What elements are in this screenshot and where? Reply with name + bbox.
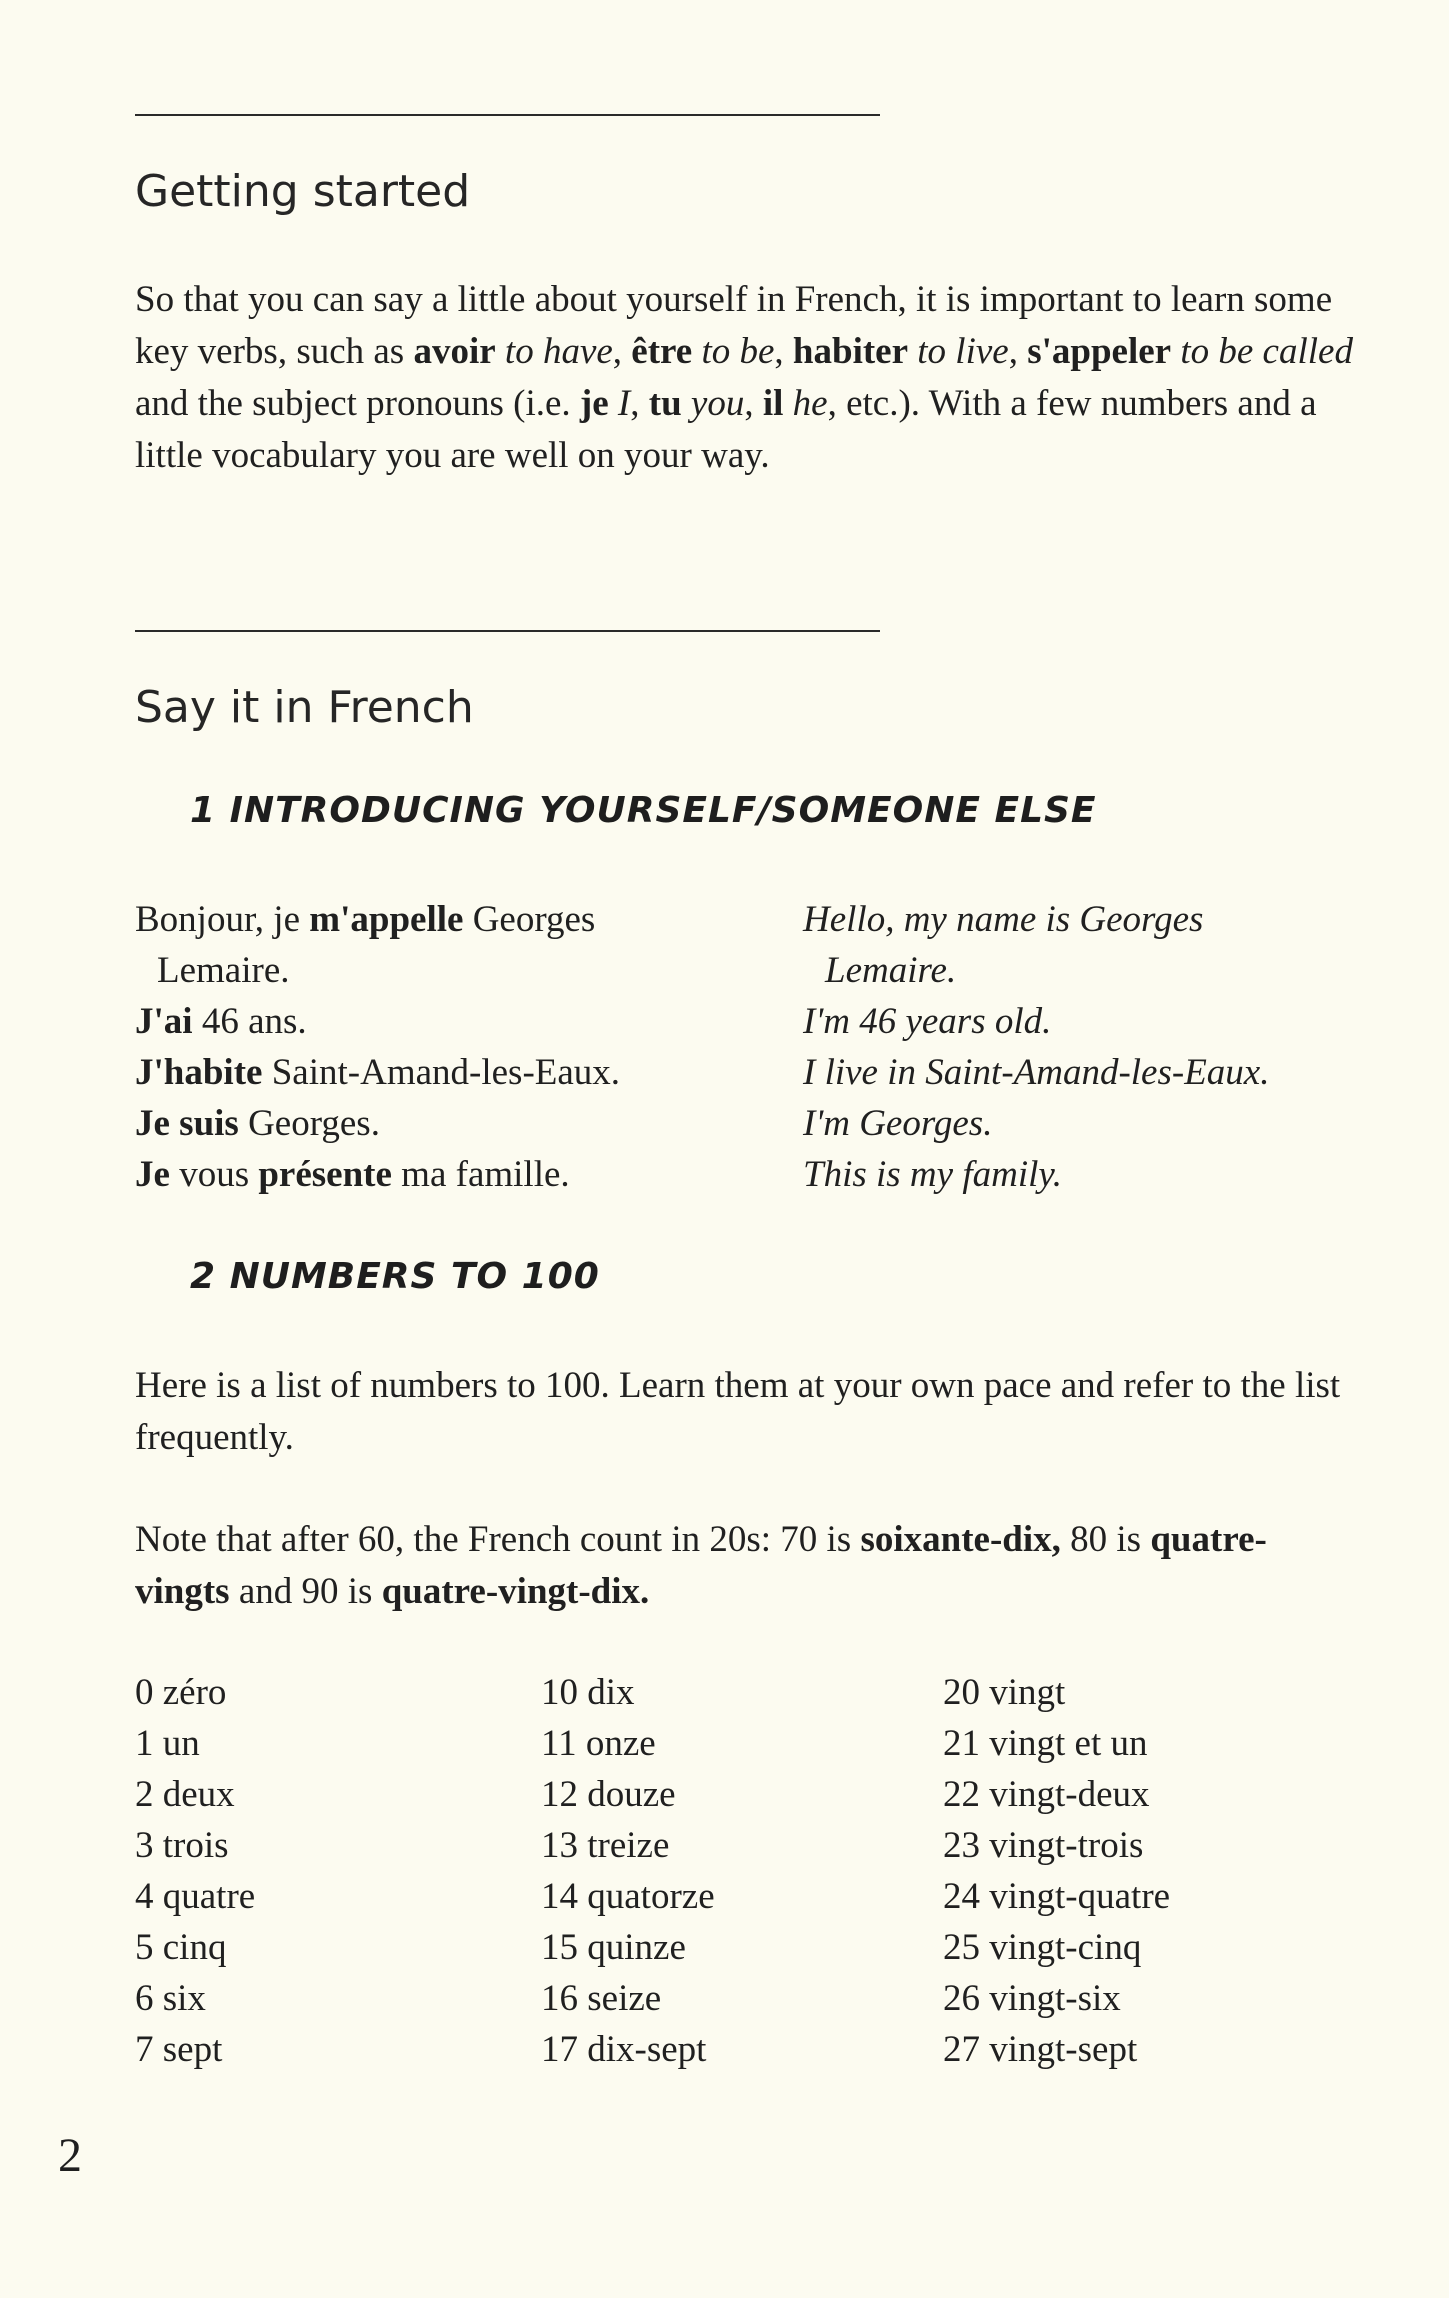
number-item: 24 vingt-quatre	[943, 1876, 1171, 1917]
text-run: il	[762, 383, 784, 424]
text-run: habiter	[792, 331, 909, 372]
number-item: 3 trois	[135, 1825, 229, 1866]
french-phrase	[135, 1149, 620, 1200]
text-run: to have	[504, 331, 613, 372]
number-item: 14 quatorze	[541, 1876, 715, 1917]
text-run: Saint-Amand-les-Eaux.	[262, 1052, 621, 1093]
text-run: Georges.	[238, 1103, 380, 1144]
english-translation: Lemaire.	[825, 950, 957, 991]
number-item: 5 cinq	[135, 1927, 227, 1968]
numbers-column-3	[943, 1667, 1170, 2075]
text-run: Bonjour, je	[135, 899, 310, 940]
middle-rule	[135, 630, 880, 632]
number-item: 12 douze	[541, 1774, 676, 1815]
text-run: to live	[917, 331, 1009, 372]
number-item: 6 six	[135, 1978, 206, 2019]
french-phrase	[135, 996, 620, 1047]
number-item: 13 treize	[541, 1825, 670, 1866]
text-run: Note that after 60, the French count in 20s: 70 is	[135, 1519, 861, 1560]
text-run	[682, 383, 691, 424]
text-run: Georges	[463, 899, 596, 940]
text-run: 80 is	[1060, 1519, 1151, 1560]
text-run: I	[617, 383, 631, 424]
text-run: m'appelle	[309, 899, 464, 940]
text-run	[783, 383, 792, 424]
text-run: 46 ans.	[192, 1001, 307, 1042]
number-item: 0 zéro	[135, 1672, 227, 1713]
subheading-introducing: 1 INTRODUCING YOURSELF/SOMEONE ELSE	[190, 790, 1097, 831]
text-run: quatre-vingt-dix.	[381, 1571, 650, 1612]
number-item: 11 onze	[541, 1723, 656, 1764]
english-translations	[803, 894, 1269, 1200]
english-translation: I'm 46 years old.	[803, 1001, 1052, 1042]
french-phrase	[135, 1098, 620, 1149]
number-item: 26 vingt-six	[943, 1978, 1121, 2019]
number-item: 21 vingt et un	[943, 1723, 1148, 1764]
heading-getting-started: Getting started	[135, 166, 471, 217]
text-run: Here is a list of numbers to 100. Learn them at your own pace and refer to the list frequently.	[135, 1365, 1341, 1458]
text-run: Je suis	[135, 1103, 239, 1144]
heading-say-it-in-french: Say it in French	[135, 682, 474, 733]
text-run: to be	[701, 331, 775, 372]
text-run: he	[792, 383, 828, 424]
text-run: J'ai	[135, 1001, 193, 1042]
text-run: ,	[630, 383, 649, 424]
french-phrase	[135, 945, 620, 996]
english-translation: This is my family.	[803, 1154, 1063, 1195]
text-run: Lemaire.	[157, 950, 290, 991]
text-run: ,	[774, 331, 793, 372]
english-translation: Hello, my name is Georges	[803, 899, 1204, 940]
numbers-column-1	[135, 1667, 255, 2075]
number-item: 4 quatre	[135, 1876, 256, 1917]
subheading-numbers: 2 NUMBERS TO 100	[190, 1256, 600, 1297]
number-item: 2 deux	[135, 1774, 235, 1815]
text-run: présente	[258, 1154, 392, 1195]
text-run: ,	[612, 331, 632, 372]
text-run: and the subject pronouns (i.e.	[135, 383, 580, 424]
text-run: tu	[648, 383, 682, 424]
numbers-paragraph-2	[135, 1514, 1355, 1618]
text-run	[908, 331, 917, 372]
number-item: 1 un	[135, 1723, 200, 1764]
number-item: 27 vingt-sept	[943, 2029, 1138, 2070]
text-run: s'appeler	[1027, 331, 1172, 372]
intro-paragraph	[135, 274, 1355, 482]
french-phrases	[135, 894, 620, 1200]
number-item: 22 vingt-deux	[943, 1774, 1150, 1815]
text-run: je	[579, 383, 609, 424]
top-rule	[135, 114, 880, 116]
number-item: 10 dix	[541, 1672, 635, 1713]
text-run	[609, 383, 618, 424]
numbers-paragraph-1	[135, 1360, 1355, 1464]
text-run: ,	[744, 383, 763, 424]
english-translation: I live in Saint-Amand-les-Eaux.	[803, 1052, 1270, 1093]
french-phrase	[135, 894, 620, 945]
text-run: soixante-dix,	[860, 1519, 1061, 1560]
text-run	[1171, 331, 1180, 372]
number-item: 15 quinze	[541, 1927, 686, 1968]
numbers-column-2	[541, 1667, 715, 2075]
text-run: to be called	[1180, 331, 1353, 372]
number-item: 16 seize	[541, 1978, 662, 2019]
number-item: 23 vingt-trois	[943, 1825, 1144, 1866]
text-run: and 90 is	[229, 1571, 382, 1612]
number-item: 17 dix-sept	[541, 2029, 707, 2070]
page-number: 2	[58, 2129, 82, 2182]
text-run: So that you can say a little about yourself in French, it is important to learn some key verbs, such as	[135, 279, 1333, 372]
number-item: 20 vingt	[943, 1672, 1066, 1713]
text-run	[496, 331, 505, 372]
text-run: ma famille.	[391, 1154, 570, 1195]
text-run: J'habite	[135, 1052, 263, 1093]
text-run: ,	[1008, 331, 1028, 372]
text-run: être	[631, 331, 693, 372]
number-item: 25 vingt-cinq	[943, 1927, 1142, 1968]
english-translation: I'm Georges.	[803, 1103, 993, 1144]
text-run: vous	[169, 1154, 259, 1195]
text-run: avoir	[413, 331, 496, 372]
number-item: 7 sept	[135, 2029, 223, 2070]
french-phrase	[135, 1047, 620, 1098]
text-run: , etc.). With a few numbers and a little vocabulary you are well on your way.	[135, 383, 1317, 476]
text-run: Je	[135, 1154, 170, 1195]
text-run: you	[690, 383, 745, 424]
text-run: quatre-vingts	[135, 1519, 1267, 1612]
